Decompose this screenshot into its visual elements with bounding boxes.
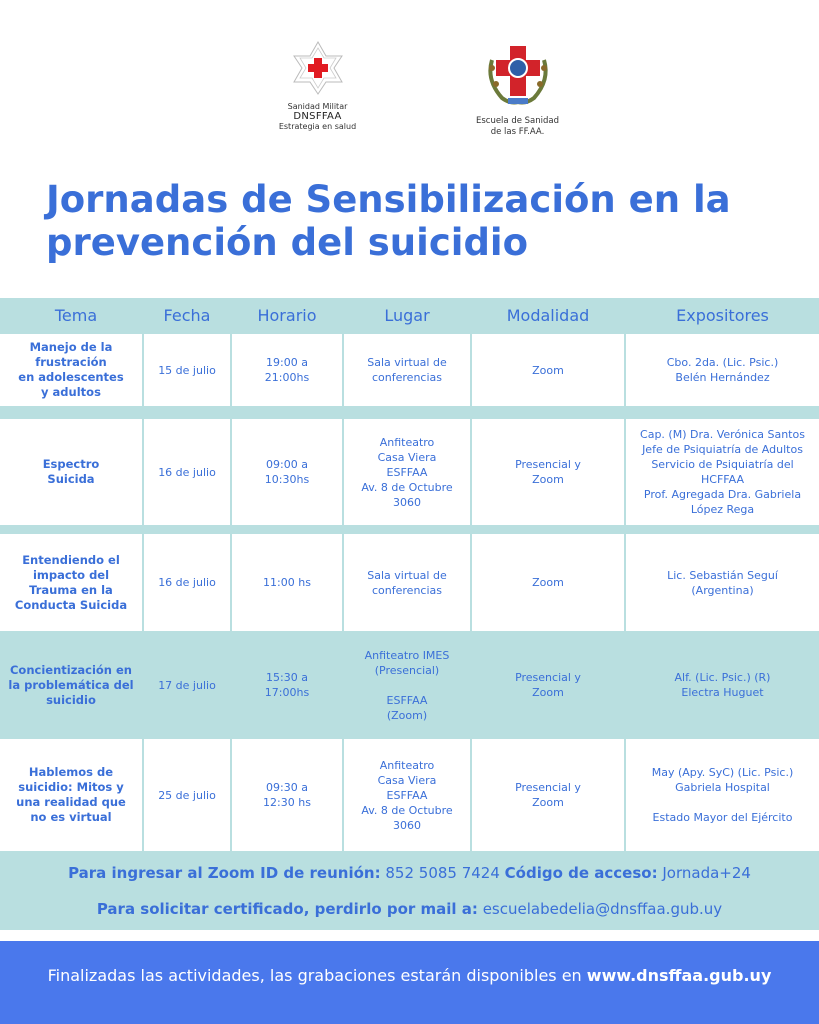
header-horario: Horario (257, 306, 317, 325)
header-expositores: Expositores (676, 306, 769, 325)
cell-fecha-text: 16 de julio (158, 576, 216, 589)
cell-tema (0, 419, 142, 525)
cell-lugar-text: Anfiteatro Casa Viera ESFFAA Av. 8 de Octubre 3060 (361, 758, 453, 832)
cell-horario-text: 09:30 a 12:30 hs (263, 781, 311, 809)
cell-modalidad-text: Zoom (532, 576, 564, 589)
cell-expositores-text: Cbo. 2da. (Lic. Psic.) Belén Hernández (666, 356, 779, 384)
cell-fecha (144, 739, 230, 851)
cell-fecha-text: 25 de julio (158, 788, 216, 802)
cell-modalidad (472, 633, 624, 737)
header-lugar: Lugar (384, 306, 430, 325)
cert-email[interactable]: escuelabedelia@dnsffaa.gub.uy (482, 900, 723, 918)
cell-fecha (144, 334, 230, 406)
cell-modalidad-text: Presencial y Zoom (515, 458, 581, 486)
cell-expositores (626, 419, 819, 525)
title-line2: prevención del suicidio (46, 221, 529, 264)
info-band (0, 852, 819, 930)
cell-expositores (626, 633, 819, 737)
cell-tema-text: Entendiendo el impacto del Trauma en la Conducta Suicida (14, 552, 128, 612)
escuela-sanidad-logo (470, 40, 565, 138)
recordings-text: Finalizadas las actividades, las grabaciones estarán disponibles en (47, 966, 582, 985)
schedule-table (0, 298, 819, 852)
cell-expositores (626, 739, 819, 851)
cell-fecha (144, 419, 230, 525)
cell-modalidad (472, 534, 624, 631)
cell-expositores (626, 534, 819, 631)
page-title (46, 178, 786, 264)
cell-lugar-text: Sala virtual de conferencias (367, 568, 447, 597)
school-crest-icon (480, 40, 556, 110)
cell-modalidad-text: Presencial y Zoom (515, 781, 581, 809)
cell-lugar (344, 739, 470, 851)
cell-fecha-text: 15 de julio (158, 363, 216, 377)
certificate-info (0, 900, 819, 918)
logo-left-line1: Sanidad Militar (287, 102, 348, 111)
cell-horario (232, 633, 342, 737)
zoom-label: Para ingresar al Zoom ID de reunión: (68, 864, 381, 882)
cell-tema (0, 334, 142, 406)
zoom-info (0, 864, 819, 882)
header-tema: Tema (54, 306, 98, 325)
cell-expositores-text: May (Apy. SyC) (Lic. Psic.) Gabriela Hospital Estado Mayor del Ejército (651, 766, 794, 824)
logo-left-line2: DNSFFAA (293, 111, 342, 122)
cell-horario (232, 419, 342, 525)
website-link[interactable]: www.dnsffaa.gub.uy (586, 966, 772, 985)
cell-horario (232, 334, 342, 406)
logo-left-line3: Estrategia en salud (278, 122, 357, 131)
cell-tema (0, 633, 142, 737)
cell-lugar (344, 419, 470, 525)
cell-lugar-text: Anfiteatro IMES (Presencial) ESFFAA (Zoom) (364, 648, 450, 722)
cell-modalidad (472, 334, 624, 406)
red-cross-star-icon (288, 40, 348, 96)
cell-tema-text: Concientización en la problemática del suicidio (8, 662, 134, 707)
cell-fecha-text: 16 de julio (158, 465, 216, 479)
cell-lugar (344, 633, 470, 737)
cell-tema-text: Hablemos de suicidio: Mitos y una realidad que no es virtual (16, 765, 126, 824)
code-label: Código de acceso: (504, 864, 658, 882)
sanidad-militar-logo (270, 40, 365, 131)
cert-label: Para solicitar certificado, perdirlo por mail a: (96, 900, 478, 918)
cell-horario (232, 739, 342, 851)
logo-right-line2: de las FF.AA. (490, 127, 545, 137)
cell-lugar-text: Sala virtual de conferencias (367, 356, 447, 384)
cell-horario (232, 534, 342, 631)
cell-lugar (344, 534, 470, 631)
cell-modalidad (472, 419, 624, 525)
title-line1: Jornadas de Sensibilización en la (46, 178, 731, 221)
cell-expositores-text: Alf. (Lic. Psic.) (R) Electra Huguet (674, 671, 771, 699)
header-modalidad: Modalidad (506, 306, 590, 325)
cell-expositores-text: Lic. Sebastián Seguí (Argentina) (667, 568, 778, 597)
cell-horario-text: 09:00 a 10:30hs (264, 458, 310, 486)
cell-modalidad-text: Presencial y Zoom (515, 671, 581, 699)
cell-fecha-text: 17 de julio (158, 678, 216, 692)
cell-modalidad (472, 739, 624, 851)
cell-fecha (144, 633, 230, 737)
cell-lugar-text: Anfiteatro Casa Viera ESFFAA Av. 8 de Octubre 3060 (361, 435, 453, 509)
cell-tema-text: Espectro Suicida (42, 457, 100, 486)
cell-horario-text: 19:00 a 21:00hs (264, 356, 310, 384)
cell-horario-text: 15:30 a 17:00hs (264, 671, 310, 699)
access-code: Jornada+24 (662, 864, 751, 882)
cell-modalidad-text: Zoom (532, 363, 564, 377)
cell-tema-text: Manejo de la frustración en adolescentes y adultos (18, 340, 124, 399)
cell-lugar (344, 334, 470, 406)
cell-fecha (144, 534, 230, 631)
cell-tema (0, 739, 142, 851)
cell-expositores-text: Cap. (M) Dra. Verónica Santos Jefe de Psiquiatría de Adultos Servicio de Psiquiatría del HCFFAA Prof. Agregada Dra. Gabriela López Rega (640, 428, 805, 516)
cell-tema (0, 534, 142, 631)
cell-horario-text: 11:00 hs (263, 576, 311, 589)
header-fecha: Fecha (163, 306, 211, 325)
logo-right-line1: Escuela de Sanidad (475, 116, 560, 126)
cell-expositores (626, 334, 819, 406)
zoom-id: 852 5085 7424 (385, 864, 500, 882)
recordings-banner (0, 941, 819, 1024)
